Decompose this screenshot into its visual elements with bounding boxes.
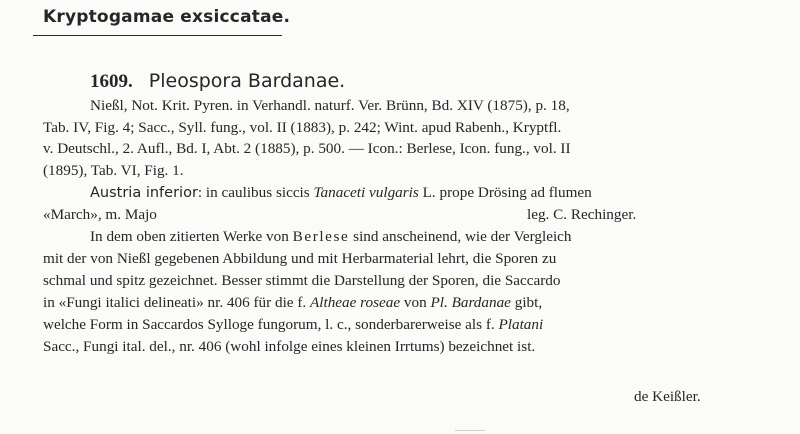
locality-text: : in caulibus siccis	[197, 184, 314, 201]
page-edge-mark	[455, 430, 485, 431]
note-line-5	[43, 316, 543, 334]
reference-line-4: (1895), Tab. VI, Fig. 1.	[43, 162, 184, 179]
note-line-4	[43, 294, 542, 312]
author-name: Berlese	[292, 228, 350, 245]
entry-number: 1609.	[90, 71, 133, 92]
note-text: gibt,	[510, 294, 543, 311]
host-plant: Tanaceti vulgaris	[313, 184, 419, 201]
entry-title	[90, 70, 345, 93]
reference-line-2: Tab. IV, Fig. 4; Sacc., Syll. fung., vol. II (1883), p. 242; Wint. apud Rabenh., Kryptfl.	[43, 119, 562, 136]
form-name-2: Platani	[498, 316, 544, 333]
reference-line-3: v. Deutschl., 2. Aufl., Bd. I, Abt. 2 (1885), p. 500. — Icon.: Berlese, Icon. fung., vol. II	[43, 140, 571, 157]
locality-line-1	[90, 184, 592, 202]
note-text-rest: sind anscheinend, wie der Vergleich	[349, 228, 572, 245]
locality-text-2: L. prope Drösing ad flumen	[418, 184, 592, 201]
reference-line-1: Nießl, Not. Krit. Pyren. in Verhandl. naturf. Ver. Brünn, Bd. XIV (1875), p. 18,	[90, 97, 570, 114]
note-line-2: mit der von Nießl gegebenen Abbildung und mit Herbarmaterial lehrt, die Sporen zu	[43, 250, 557, 267]
note-line-3: schmal und spitz gezeichnet. Besser stimmt die Darstellung der Sporen, die Saccardo	[43, 272, 561, 289]
note-text: In dem oben zitierten Werke von	[90, 228, 293, 245]
note-text: in «Fungi italici delineati» nr. 406 für die f.	[43, 294, 310, 311]
note-line-6: Sacc., Fungi ital. del., nr. 406 (wohl infolge eines kleinen Irrtums) bezeichnet ist.	[43, 338, 536, 355]
locality-line-2: «March», m. Majo	[43, 206, 157, 223]
section-header: Kryptogamae exsiccatae.	[43, 7, 291, 27]
note-text: von	[400, 294, 431, 311]
signature: de Keißler.	[634, 388, 701, 405]
species-ref: Pl. Bardanae	[430, 294, 511, 311]
note-text: welche Form in Saccardos Sylloge fungorum, l. c., sonderbarerweise als f.	[43, 316, 499, 333]
locality-region: Austria inferior	[90, 185, 198, 201]
species-name: Pleospora Bardanae.	[148, 70, 346, 92]
header-underline	[33, 35, 282, 36]
note-line-1	[90, 228, 572, 246]
form-name: Altheae roseae	[310, 294, 401, 311]
collector: leg. C. Rechinger.	[527, 206, 637, 223]
